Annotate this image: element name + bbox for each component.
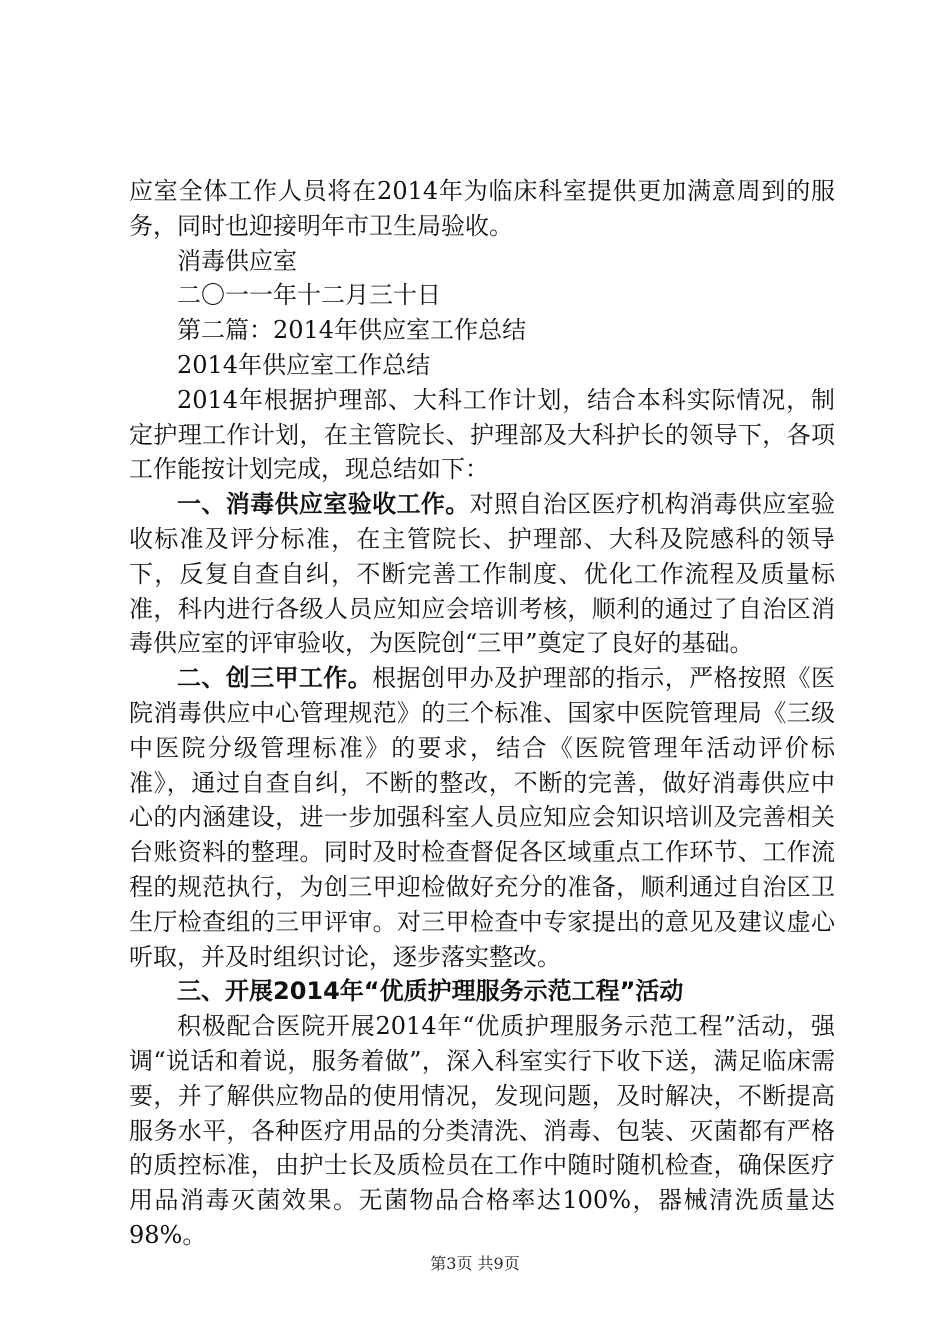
part-two-heading: 第二篇：2014年供应室工作总结 [177,316,527,345]
section-two-body: 根据创甲办及护理部的指示，严格按照《医院消毒供应中心管理规范》的三个标准、国家中医院管理局《三级中医院分级管理标准》的要求，结合《医院管理年活动评价标准》，通过自查自纠，不断的整改，不断的完善，做好消毒供应中心的内涵建设，进一步加强科室人员应知应会知识培训及完善相关台账资料的整理。同时及时检查督促各区域重点工作环节、工作流程的规范执行，为创三甲迎检做好充分的准备，顺利通过自治区卫生厅检查组的三甲评审。对三甲检查中专家提出的意见及建议虚心听取，并及时组织讨论，逐步落实整改。 [129,664,835,971]
page-number-footer: 第3页 共9页 [430,1254,520,1273]
document-body [129,174,835,1253]
intro-paragraph: 2014年根据护理部、大科工作计划，结合本科实际情况，制定护理工作计划，在主管院长、护理部及大科护长的领导下，各项工作能按计划完成，现总结如下： [129,385,835,484]
section-one-heading: 一、消毒供应室验收工作。 [177,490,470,519]
section-two [129,661,835,974]
paragraph-continuation: 应室全体工作人员将在2014年为临床科室提供更加满意周到的服务，同时也迎接明年市卫生局验收。 [129,177,835,240]
section-one-body: 对照自治区医疗机构消毒供应室验收标准及评分标准，在主管院长、护理部、大科及院感科的领导下，反复自查自纠，不断完善工作制度、优化工作流程及质量标准，科内进行各级人员应知应会培训考核，顺利的通过了自治区消毒供应室的评审验收，为医院创“三甲”奠定了良好的基础。 [129,490,836,658]
section-two-heading: 二、创三甲工作。 [177,664,373,693]
part-two-title: 2014年供应室工作总结 [177,350,431,379]
section-three-heading: 三、开展2014年“优质护理服务示范工程”活动 [177,977,684,1006]
signature-date: 二〇一一年十二月三十日 [177,281,441,310]
section-three-body: 积极配合医院开展2014年“优质护理服务示范工程”活动，强调“说话和着说，服务着做”，深入科室实行下收下送，满足临床需要，并了解供应物品的使用情况，发现问题，及时解决，不断提高服务水平，各种医疗用品的分类清洗、消毒、包装、灭菌都有严格的质控标准，由护士长及质检员在工作中随时随机检查，确保医疗用品消毒灭菌效果。无菌物品合格率达100%，器械清洗质量达98%。 [129,1012,835,1249]
section-one [129,487,835,661]
signature-department: 消毒供应室 [177,246,297,275]
